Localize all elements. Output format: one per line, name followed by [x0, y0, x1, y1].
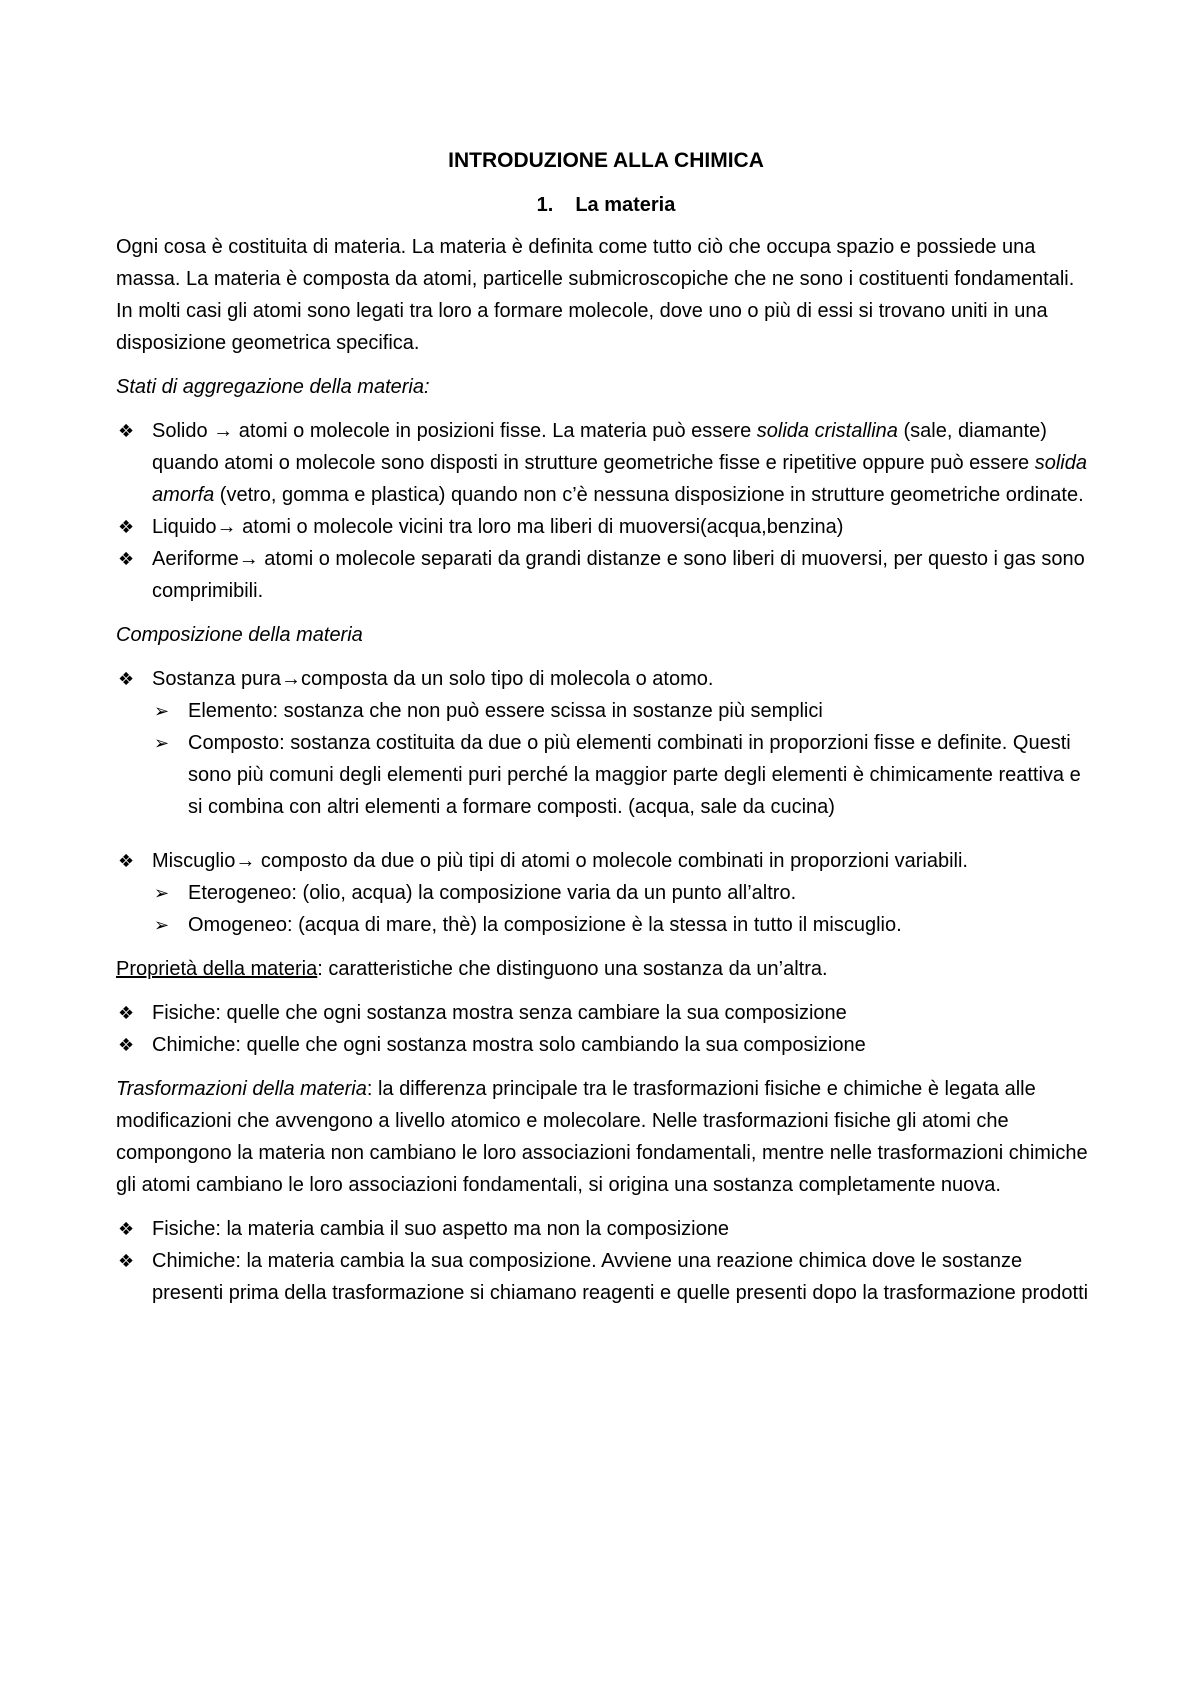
diamond-bullet-icon: ❖: [118, 421, 135, 441]
list-item-trasf-fisiche: ❖ Fisiche: la materia cambia il suo aspetto ma non la composizione: [116, 1213, 1096, 1245]
transformations-paragraph: Trasformazioni della materia: la differenza principale tra le trasformazioni fisiche e chimiche è legata alle modificazioni che avvengono a livello atomico e molecolare. Nelle trasformazioni fisiche gli atomi che compongono la materia non cambiano le loro associazioni fondamentali, mentre nelle trasformazioni chimiche gli atomi cambiano le loro associazioni fondamentali, si origina una sostanza completamente nuova.: [116, 1078, 1088, 1196]
diamond-bullet-icon: ❖: [118, 549, 135, 569]
arrowhead-bullet-icon: ➢: [154, 701, 170, 721]
diamond-bullet-icon: ❖: [118, 517, 135, 537]
list-item-composto: ➢ Composto: sostanza costituita da due o più elementi combinati in proporzioni fisse e definite. Questi sono più comuni degli elementi puri perché la maggior parte degli elementi è chimicamente reattiva e si combina con altri elementi a formare composti. (acqua, sale da cucina): [116, 727, 1096, 823]
diamond-bullet-icon: ❖: [118, 851, 135, 871]
arrow-icon: →: [216, 516, 237, 538]
list-item-omogeneo: ➢ Omogeneo: (acqua di mare, thè) la composizione è la stessa in tutto il miscuglio.: [116, 909, 1096, 941]
list-item-miscuglio: ❖ Miscuglio→ composto da due o più tipi di atomi o molecole combinati in proporzioni variabili. ➢ Eterogeneo: (olio, acqua) la composizione varia da un punto all’altro. ➢ Omogeneo: (acqua di mare, thè) la composizione è la stessa in tutto il miscuglio.: [116, 845, 1096, 941]
properties-heading: Proprietà della materia: [116, 958, 318, 980]
section-label: La materia: [575, 194, 676, 216]
arrowhead-bullet-icon: ➢: [154, 883, 170, 903]
list-item-eterogeneo: ➢ Eterogeneo: (olio, acqua) la composizione varia da un punto all’altro.: [116, 877, 1096, 909]
diamond-bullet-icon: ❖: [118, 1251, 135, 1271]
arrow-icon: →: [235, 850, 256, 872]
properties-paragraph: Proprietà della materia: caratteristiche che distinguono una sostanza da un’altra.: [116, 958, 828, 980]
spacer: [116, 823, 1096, 845]
list-item-chimiche: ❖ Chimiche: quelle che ogni sostanza mostra solo cambiando la sua composizione: [116, 1029, 1096, 1061]
states-list: [116, 415, 1096, 607]
transformations-list: [116, 1213, 1096, 1309]
list-item-elemento: ➢ Elemento: sostanza che non può essere scissa in sostanze più semplici: [116, 695, 1096, 727]
composition-heading: Composizione della materia: [116, 624, 363, 646]
intro-paragraph: Ogni cosa è costituita di materia. La materia è definita come tutto ciò che occupa spazio e possiede una massa. La materia è composta da atomi, particelle submicroscopiche che ne sono i costituenti fondamentali. In molti casi gli atomi sono legati tra loro a formare molecole, dove uno o più di essi si trovano uniti in una disposizione geometrica specifica.: [116, 236, 1075, 354]
arrowhead-bullet-icon: ➢: [154, 915, 170, 935]
document-title: INTRODUZIONE ALLA CHIMICA: [448, 149, 764, 172]
list-item-solido: ❖ Solido → atomi o molecole in posizioni fisse. La materia può essere solida cristallina (sale, diamante) quando atomi o molecole sono disposti in strutture geometriche fisse e ripetitive oppure può essere solida amorfa (vetro, gomma e plastica) quando non c’è nessuna disposizione in strutture geometriche ordinate.: [116, 415, 1096, 511]
arrowhead-bullet-icon: ➢: [154, 733, 170, 753]
sub-list: [116, 877, 1096, 941]
arrow-icon: →: [238, 548, 259, 570]
section-heading: [116, 189, 1096, 221]
list-item-aeriforme: ❖ Aeriforme→ atomi o molecole separati da grandi distanze e sono liberi di muoversi, per questo i gas sono comprimibili.: [116, 543, 1096, 607]
properties-list: [116, 997, 1096, 1061]
mixture-list: [116, 845, 1096, 941]
document-content: [116, 145, 1096, 1321]
list-item-fisiche: ❖ Fisiche: quelle che ogni sostanza mostra senza cambiare la sua composizione: [116, 997, 1096, 1029]
list-item-sostanza-pura: ❖ Sostanza pura→composta da un solo tipo di molecola o atomo. ➢ Elemento: sostanza che non può essere scissa in sostanze più semplici ➢ Composto: sostanza costituita da due o più elementi combinati in proporzioni fisse e definite. Questi sono più comuni degli elementi puri perché la maggior parte degli elementi è chimicamente reattiva e si combina con altri elementi a formare composti. (acqua, sale da cucina): [116, 663, 1096, 823]
arrow-icon: →: [213, 420, 234, 442]
list-item-trasf-chimiche: ❖ Chimiche: la materia cambia la sua composizione. Avviene una reazione chimica dove le sostanze presenti prima della trasformazione si chiamano reagenti e quelle presenti dopo la trasformazione prodotti: [116, 1245, 1096, 1309]
states-heading: Stati di aggregazione della materia:: [116, 376, 430, 398]
diamond-bullet-icon: ❖: [118, 669, 135, 689]
transformations-heading: Trasformazioni della materia: [116, 1078, 367, 1100]
composition-list: [116, 663, 1096, 823]
diamond-bullet-icon: ❖: [118, 1035, 135, 1055]
arrow-icon: →: [280, 668, 301, 690]
section-number: 1.: [536, 194, 554, 216]
diamond-bullet-icon: ❖: [118, 1003, 135, 1023]
sub-list: [116, 695, 1096, 823]
list-item-liquido: ❖ Liquido→ atomi o molecole vicini tra loro ma liberi di muoversi(acqua,benzina): [116, 511, 1096, 543]
diamond-bullet-icon: ❖: [118, 1219, 135, 1239]
